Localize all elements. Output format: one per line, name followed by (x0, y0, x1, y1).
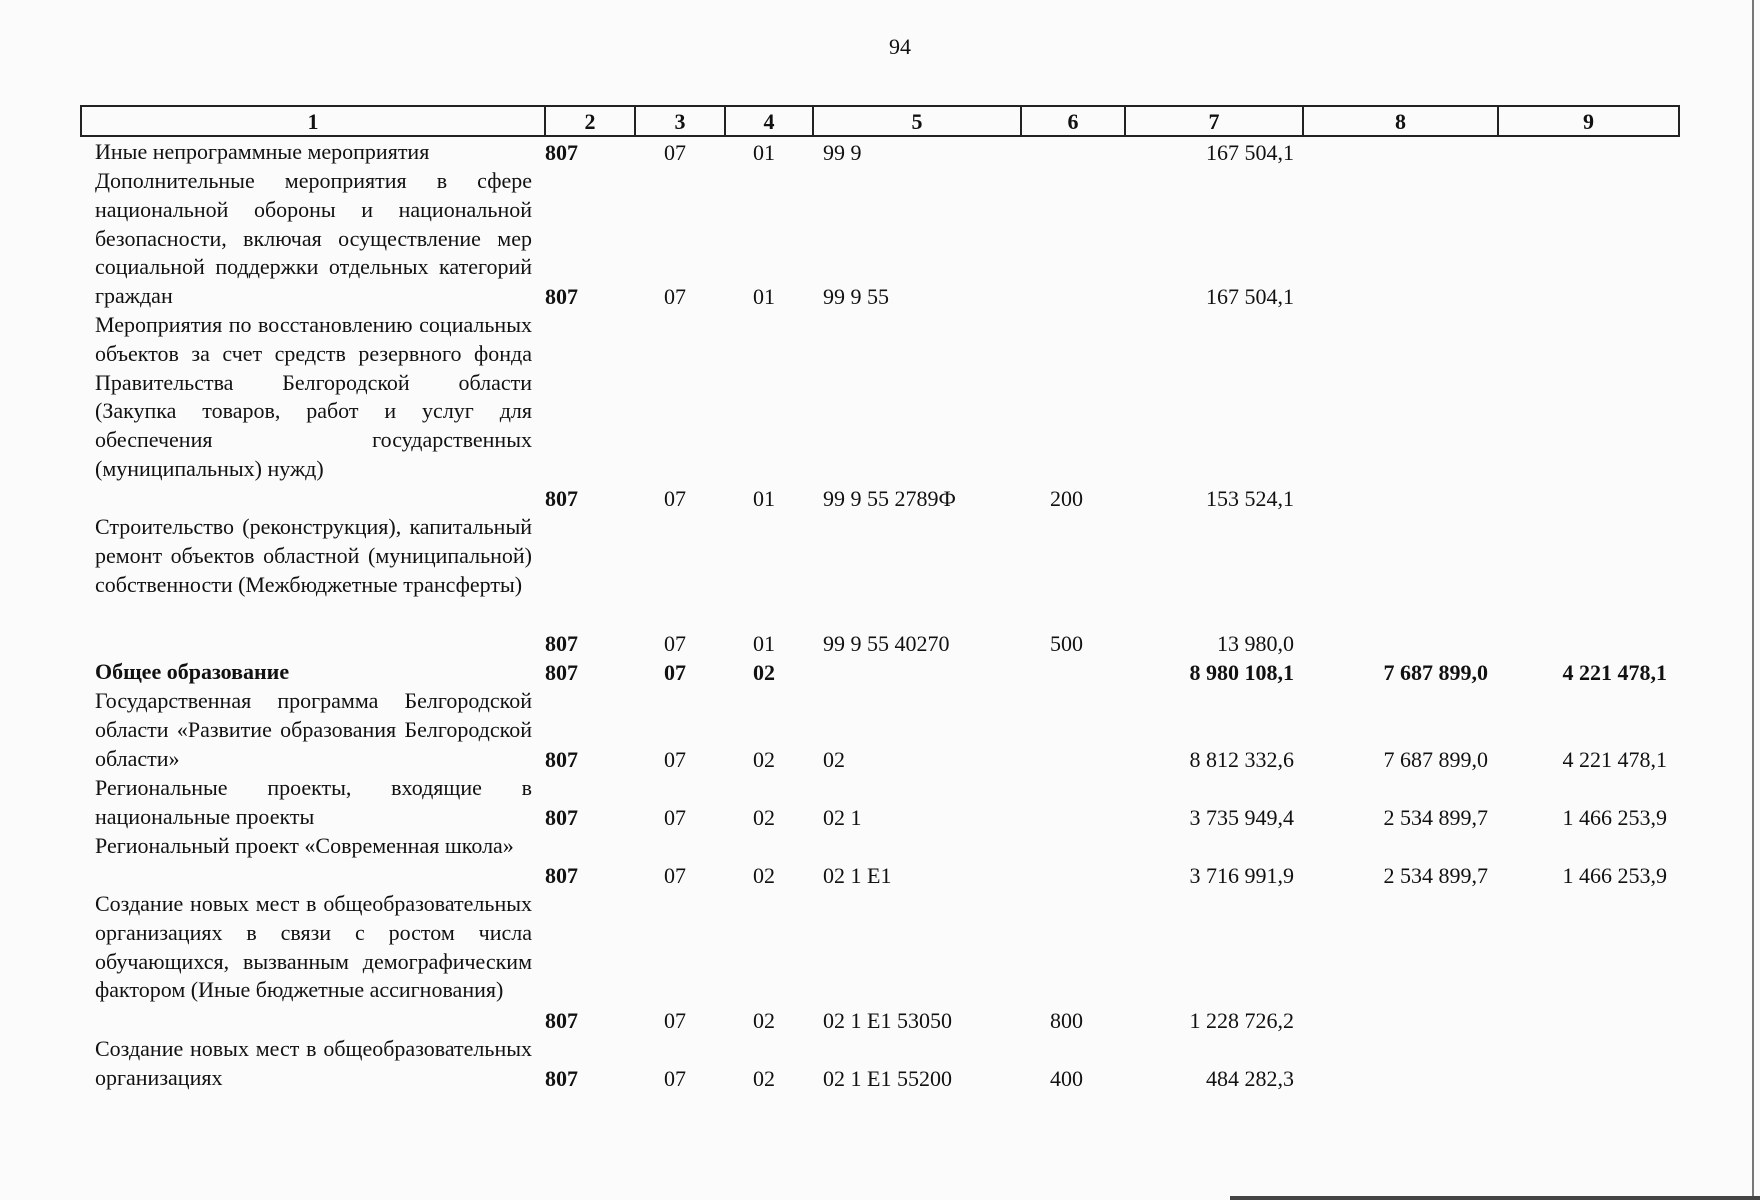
header-col-5: 5 (812, 107, 1020, 135)
cell-c4: 01 (753, 486, 775, 511)
cell-c4: 02 (753, 660, 775, 685)
cell-c5: 02 1 E1 55200 (823, 1066, 952, 1091)
row-description: Создание новых мест в общеобразовательных организациях (95, 1036, 532, 1090)
cell-c3: 07 (664, 631, 686, 656)
page-number: 94 (889, 34, 911, 59)
cell-c3: 07 (664, 284, 686, 309)
row-description: Дополнительные мероприятия в сфере национальной обороны и национальной безопасности, включая осуществление мер социальной поддержки отдельных категорий граждан (95, 168, 532, 309)
row-description: Мероприятия по восстановлению социальных объектов за счет средств резервного фонда Правительства Белгородской области (Закупка товаров, работ и услуг для обеспечения государственных (муниципальных) нужд) (95, 312, 532, 481)
cell-c5: 02 1 E1 53050 (823, 1008, 952, 1033)
cell-c5: 99 9 55 40270 (823, 631, 950, 656)
cell-c3: 07 (664, 747, 686, 772)
cell-c4: 02 (753, 805, 775, 830)
cell-c8: 7 687 899,0 (1383, 747, 1488, 772)
cell-c4: 02 (753, 1008, 775, 1033)
cell-c8: 2 534 899,7 (1383, 805, 1488, 830)
table-row (0, 832, 1760, 890)
cell-c2: 807 (545, 140, 578, 165)
cell-c7: 3 716 991,9 (1189, 863, 1294, 888)
cell-c9: 1 466 253,9 (1562, 863, 1667, 888)
cell-c4: 02 (753, 863, 775, 888)
cell-c7: 3 735 949,4 (1189, 805, 1294, 830)
header-col-9: 9 (1497, 107, 1678, 135)
cell-c9: 1 466 253,9 (1562, 805, 1667, 830)
cell-c7: 167 504,1 (1206, 140, 1294, 165)
table-row (0, 687, 1760, 774)
header-col-4: 4 (724, 107, 812, 135)
cell-c3: 07 (664, 660, 686, 685)
cell-c3: 07 (664, 486, 686, 511)
cell-c3: 07 (664, 805, 686, 830)
cell-c9: 4 221 478,1 (1562, 747, 1667, 772)
header-col-6: 6 (1020, 107, 1124, 135)
cell-c6: 400 (1050, 1066, 1083, 1091)
cell-c6: 500 (1050, 631, 1083, 656)
table-row (0, 890, 1760, 1035)
cell-c7: 153 524,1 (1206, 486, 1294, 511)
table-row (0, 311, 1760, 513)
cell-c7: 484 282,3 (1206, 1066, 1294, 1091)
table-row (0, 513, 1760, 658)
cell-c7: 13 980,0 (1217, 631, 1294, 656)
cell-c5: 02 1 E1 (823, 863, 892, 888)
row-description: Строительство (реконструкция), капитальный ремонт объектов областной (муниципальной) собственности (Межбюджетные трансферты) (95, 514, 532, 597)
table-row (0, 167, 1760, 311)
row-description: Государственная программа Белгородской области «Развитие образования Белгородской области» (95, 688, 532, 771)
cell-c5: 99 9 55 2789Ф (823, 486, 956, 511)
cell-c8: 7 687 899,0 (1383, 660, 1488, 685)
cell-c2: 807 (545, 1008, 578, 1033)
cell-c3: 07 (664, 1008, 686, 1033)
table-row (0, 138, 1760, 167)
cell-c2: 807 (545, 805, 578, 830)
cell-c7: 8 812 332,6 (1189, 747, 1294, 772)
row-description: Региональные проекты, входящие в национальные проекты (95, 775, 532, 829)
row-description: Общее образование (95, 659, 290, 684)
cell-c2: 807 (545, 1066, 578, 1091)
cell-c2: 807 (545, 631, 578, 656)
cell-c4: 01 (753, 631, 775, 656)
header-col-8: 8 (1302, 107, 1497, 135)
header-col-2: 2 (544, 107, 634, 135)
cell-c4: 02 (753, 747, 775, 772)
cell-c4: 01 (753, 140, 775, 165)
cell-c8: 2 534 899,7 (1383, 863, 1488, 888)
cell-c4: 01 (753, 284, 775, 309)
scan-edge-strip (1230, 1196, 1760, 1200)
cell-c3: 07 (664, 140, 686, 165)
table-header (80, 105, 1680, 137)
cell-c4: 02 (753, 1066, 775, 1091)
row-description: Создание новых мест в общеобразовательных организациях в связи с ростом числа обучающихся, вызванным демографическим фактором (Иные бюджетные ассигнования) (95, 891, 532, 1003)
table-row (0, 658, 1760, 687)
cell-c3: 07 (664, 863, 686, 888)
cell-c5: 99 9 55 (823, 284, 889, 309)
cell-c2: 807 (545, 863, 578, 888)
header-col-1: 1 (307, 109, 319, 134)
cell-c3: 07 (664, 1066, 686, 1091)
cell-c7: 1 228 726,2 (1189, 1008, 1294, 1033)
cell-c5: 02 1 (823, 805, 862, 830)
table-row (0, 774, 1760, 832)
table-row (0, 1035, 1760, 1093)
cell-c2: 807 (545, 747, 578, 772)
row-description: Иные непрограммные мероприятия (95, 139, 430, 164)
cell-c5: 02 (823, 747, 845, 772)
header-col-7: 7 (1124, 107, 1302, 135)
cell-c5: 99 9 (823, 140, 862, 165)
cell-c6: 800 (1050, 1008, 1083, 1033)
cell-c7: 167 504,1 (1206, 284, 1294, 309)
header-col-3: 3 (634, 107, 724, 135)
cell-c6: 200 (1050, 486, 1083, 511)
cell-c2: 807 (545, 486, 578, 511)
cell-c2: 807 (545, 660, 578, 685)
row-description: Региональный проект «Современная школа» (95, 833, 514, 858)
cell-c2: 807 (545, 284, 578, 309)
cell-c7: 8 980 108,1 (1189, 660, 1294, 685)
cell-c9: 4 221 478,1 (1562, 660, 1667, 685)
